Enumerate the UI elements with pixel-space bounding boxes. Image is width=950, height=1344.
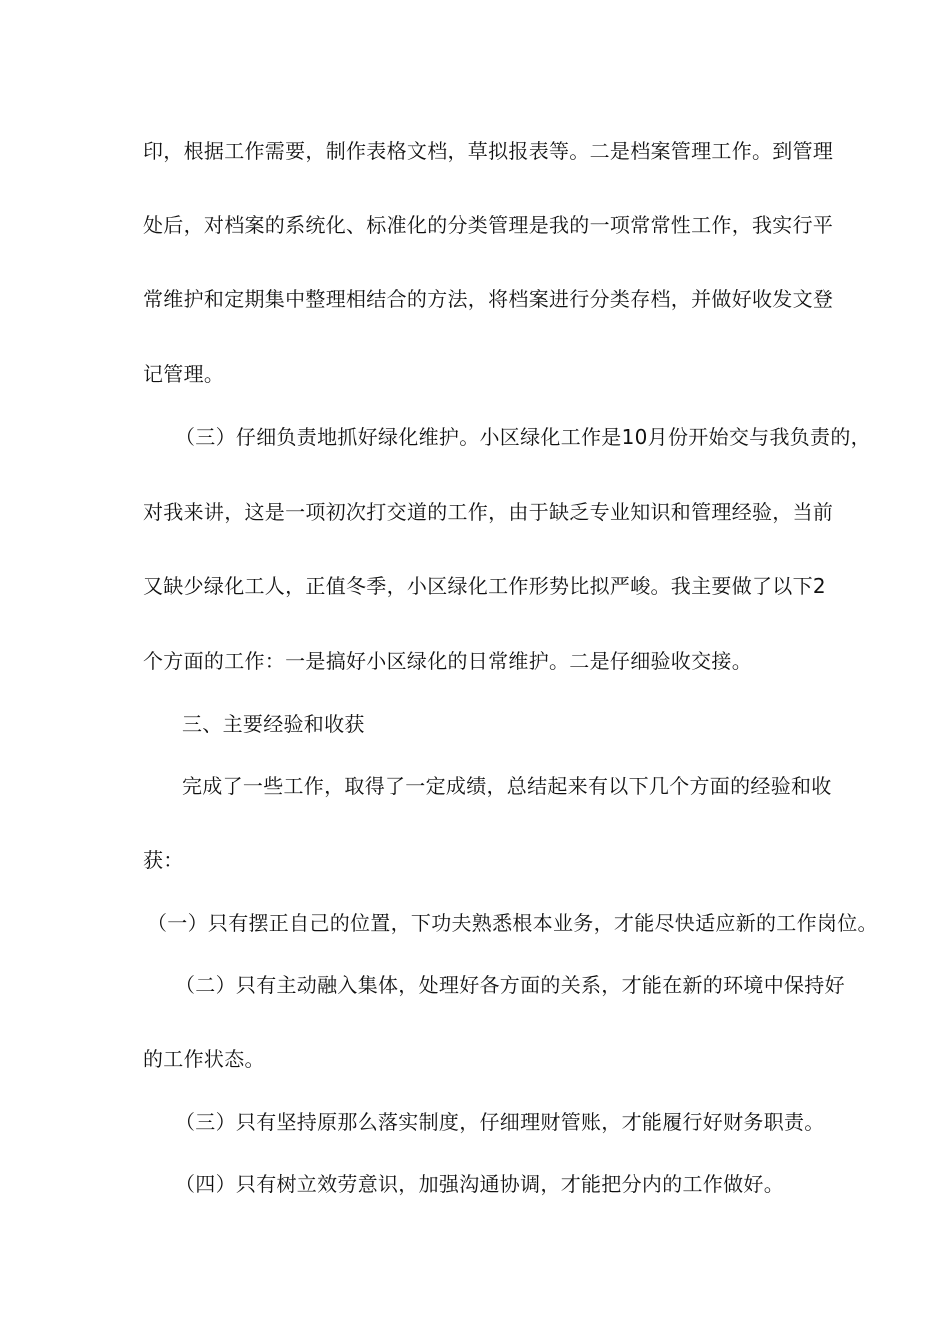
item-2-line: （二）只有主动融入集体，处理好各方面的关系，才能在新的环境中保持好 [175,973,845,997]
text-line-1: 印，根据工作需要，制作表格文档，草拟报表等。二是档案管理工作。到管理 [143,139,834,163]
text-line-6: 对我来讲，这是一项初次打交道的工作，由于缺乏专业知识和管理经验，当前 [143,500,834,524]
section-3-heading-line: （三）仔细负责地抓好绿化维护。小区绿化工作是10月份开始交与我负责的， [175,425,871,449]
text-line-11: 获： [143,848,184,872]
text-line-8: 个方面的工作：一是搞好小区绿化的日常维护。二是仔细验收交接。 [143,649,752,673]
item-3-line: （三）只有坚持原那么落实制度，仔细理财管账，才能履行好财务职责。 [175,1110,825,1134]
text-line-4: 记管理。 [143,362,225,386]
text-line-3: 常维护和定期集中整理相结合的方法，将档案进行分类存档，并做好收发文登 [143,287,834,311]
text-line-10: 完成了一些工作，取得了一定成绩，总结起来有以下几个方面的经验和收 [182,774,832,798]
text-line-7: 又缺少绿化工人，正值冬季，小区绿化工作形势比拟严峻。我主要做了以下2 [143,574,826,598]
item-4-line: （四）只有树立效劳意识，加强沟通协调，才能把分内的工作做好。 [175,1172,784,1196]
text-line-14: 的工作状态。 [143,1047,265,1071]
section-heading: 三、主要经验和收获 [182,712,365,736]
text-line-2: 处后，对档案的系统化、标准化的分类管理是我的一项常常性工作，我实行平 [143,213,834,237]
item-1-line: （一）只有摆正自己的位置，下功夫熟悉根本业务，才能尽快适应新的工作岗位。 [147,911,878,935]
